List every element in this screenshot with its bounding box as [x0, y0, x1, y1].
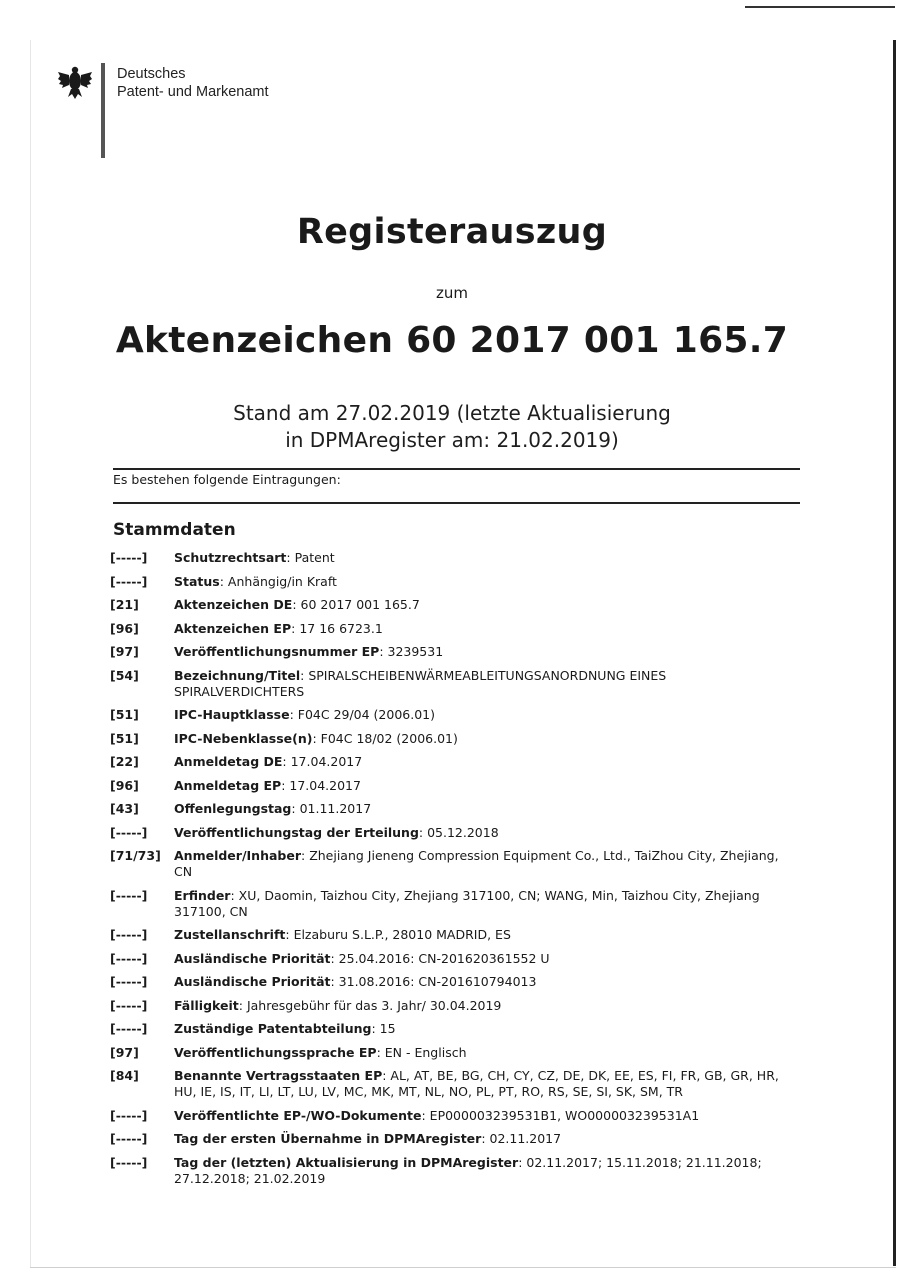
entry-code: [-----] [110, 824, 148, 840]
entry-separator: : [330, 950, 339, 966]
entry-separator: : [421, 1107, 430, 1123]
entry-code: [71/73] [110, 848, 161, 863]
entry-code: [51] [110, 730, 139, 746]
entry-label: Schutzrechtsart [174, 550, 287, 565]
register-entry [110, 927, 800, 943]
entry-content [174, 927, 800, 943]
entry-separator: : [291, 801, 300, 816]
entry-content [174, 550, 800, 566]
entry-label: Aktenzeichen DE [174, 597, 293, 612]
entry-label: IPC-Nebenklasse(n) [174, 730, 313, 746]
entry-label: Veröffentlichungsnummer EP [174, 644, 380, 659]
register-entry [110, 974, 800, 990]
entry-separator: : [382, 1068, 391, 1083]
register-entry [110, 825, 800, 841]
entry-separator: : [379, 644, 388, 659]
register-entry [110, 848, 800, 880]
entry-code: [-----] [110, 573, 148, 589]
entry-label: IPC-Hauptklasse [174, 707, 290, 722]
entry-value: 15 [379, 1021, 396, 1036]
entry-value: F04C 18/02 (2006.01) [320, 730, 458, 746]
register-entry [110, 801, 800, 817]
entry-separator: : [376, 1044, 385, 1060]
entry-label: Veröffentlichte EP-/WO-Dokumente [174, 1107, 422, 1123]
register-entries [110, 550, 800, 1194]
entry-label: Erfinder [174, 887, 231, 903]
scan-edge-bottom [30, 1267, 896, 1268]
entry-code: [-----] [110, 550, 148, 565]
entry-label: Veröffentlichungssprache EP [174, 1044, 377, 1060]
entry-separator: : [238, 997, 247, 1013]
file-number-heading: Aktenzeichen 60 2017 001 165.7 [115, 320, 789, 361]
entry-label: Zustellanschrift [174, 927, 286, 942]
status-date-line-2: in DPMAregister am: 21.02.2019) [285, 428, 619, 452]
entry-content [174, 825, 800, 841]
entry-value: 17.04.2017 [290, 754, 363, 769]
divider-top [113, 468, 800, 470]
entry-content [174, 574, 800, 590]
entry-code: [-----] [110, 1107, 148, 1123]
register-entry [110, 621, 800, 637]
entry-value: EP000003239531B1, WO000003239531A1 [429, 1107, 700, 1123]
entry-separator: : [481, 1131, 490, 1146]
register-entry [110, 597, 800, 613]
entry-code: [22] [110, 754, 139, 769]
register-entry [110, 707, 800, 723]
entry-content [174, 974, 800, 990]
entry-label: Veröffentlichungstag der Erteilung [174, 824, 419, 840]
entry-content [174, 951, 800, 967]
document-title: Registerauszug [296, 212, 608, 252]
entry-label: Benannte Vertragsstaaten EP [174, 1068, 383, 1083]
entry-value: SPIRALSCHEIBENWÄRMEABLEITUNGSANORDNUNG EINES SPIRALVERDICHTERS [174, 667, 667, 699]
section-title: Stammdaten [113, 520, 236, 540]
entry-code: [84] [110, 1068, 139, 1083]
entry-value: EN - Englisch [384, 1044, 467, 1060]
entry-value: F04C 29/04 (2006.01) [297, 707, 436, 722]
entry-separator: : [312, 730, 321, 746]
register-entry [110, 778, 800, 794]
entry-code: [96] [110, 777, 139, 793]
entry-content [174, 1108, 800, 1124]
entry-code: [-----] [110, 974, 148, 989]
entry-content [174, 754, 800, 770]
entry-code: [97] [110, 1044, 139, 1060]
entry-content [174, 668, 800, 700]
status-date-line-1: Stand am 27.02.2019 (letzte Aktualisierung [233, 401, 671, 425]
entry-separator: : [281, 777, 290, 793]
brand-bar [101, 63, 105, 158]
register-entry [110, 1108, 800, 1124]
entry-separator: : [219, 573, 228, 589]
entry-content [174, 644, 800, 660]
entry-label: Ausländische Priorität [174, 974, 331, 989]
entry-value: AL, AT, BE, BG, CH, CY, CZ, DE, DK, EE, ES, FI, FR, GB, GR, HR, HU, IE, IS, IT, LI, LT, LU, LV, MC, MK, MT, NL, NO, PL, PT, RO, RS, SE, SI, SK, SM, TR [174, 1068, 779, 1099]
entry-value: 17 16 6723.1 [299, 620, 383, 636]
entry-code: [-----] [110, 1021, 148, 1036]
entry-label: Anmeldetag DE [174, 754, 283, 769]
register-entry [110, 1045, 800, 1061]
register-entry [110, 888, 800, 920]
entry-label: Bezeichnung/Titel [174, 667, 301, 683]
entry-content [174, 621, 800, 637]
entry-label: Offenlegungstag [174, 801, 292, 816]
entry-label: Zuständige Patentabteilung [174, 1021, 372, 1036]
entry-value: 60 2017 001 165.7 [300, 597, 420, 612]
register-entry [110, 668, 800, 700]
entry-content [174, 597, 800, 613]
entry-separator: : [282, 754, 291, 769]
entry-label: Tag der ersten Übernahme in DPMAregister [174, 1131, 482, 1146]
entry-value: Patent [294, 550, 335, 565]
brand-line-1: Deutsches [117, 66, 186, 82]
scan-edge-top [745, 6, 895, 8]
entry-value: 05.12.2018 [427, 824, 499, 840]
entry-content [174, 731, 800, 747]
entry-value: 02.11.2017 [489, 1131, 562, 1146]
entry-value: 17.04.2017 [289, 777, 361, 793]
brand-line-2: Patent- und Markenamt [117, 84, 269, 100]
entry-code: [43] [110, 801, 139, 816]
register-entry [110, 1131, 800, 1147]
entry-content [174, 888, 800, 920]
entry-value: 02.11.2017; 15.11.2018; 21.11.2018; 27.12.2018; 21.02.2019 [174, 1154, 762, 1186]
entry-value: 25.04.2016: CN-201620361552 U [338, 950, 550, 966]
entry-content [174, 1045, 800, 1061]
entry-separator: : [286, 550, 295, 565]
entry-label: Fälligkeit [174, 997, 239, 1013]
register-entry [110, 1021, 800, 1037]
entry-value: Elzaburu S.L.P., 28010 MADRID, ES [293, 927, 511, 942]
register-entry [110, 574, 800, 590]
entry-label: Status [174, 573, 220, 589]
entry-content [174, 778, 800, 794]
entry-separator: : [518, 1154, 527, 1170]
entry-separator: : [291, 620, 300, 636]
register-entry [110, 1155, 800, 1187]
entry-content [174, 1068, 800, 1100]
entry-code: [96] [110, 620, 139, 636]
entry-label: Anmeldetag EP [174, 777, 282, 793]
entry-code: [-----] [110, 1154, 148, 1170]
entry-label: Aktenzeichen EP [174, 620, 292, 636]
entry-content [174, 848, 800, 880]
status-date [0, 400, 904, 454]
entry-value: Jahresgebühr für das 3. Jahr/ 30.04.2019 [246, 997, 502, 1013]
entry-separator: : [371, 1021, 380, 1036]
dpma-header [57, 63, 269, 158]
entry-separator: : [285, 927, 294, 942]
register-entry [110, 951, 800, 967]
entry-code: [-----] [110, 927, 148, 942]
document-subtitle: zum [436, 284, 468, 302]
entry-code: [97] [110, 644, 139, 659]
register-entry [110, 998, 800, 1014]
entry-label: Tag der (letzten) Aktualisierung in DPMAregister [174, 1154, 519, 1170]
register-entry [110, 754, 800, 770]
entry-value: Zhejiang Jieneng Compression Equipment Co., Ltd., TaiZhou City, Zhejiang, CN [174, 848, 779, 879]
entry-code: [21] [110, 597, 139, 612]
entry-separator: : [289, 707, 298, 722]
entry-content [174, 1155, 800, 1187]
entry-code: [-----] [110, 887, 148, 903]
entry-content [174, 801, 800, 817]
entry-label: Anmelder/Inhaber [174, 848, 301, 863]
entry-separator: : [230, 887, 239, 903]
entry-content [174, 1131, 800, 1147]
entry-content [174, 998, 800, 1014]
entry-separator: : [330, 974, 339, 989]
entry-label: Ausländische Priorität [174, 950, 331, 966]
entry-code: [-----] [110, 950, 148, 966]
entry-value: 31.08.2016: CN-201610794013 [338, 974, 537, 989]
intro-text: Es bestehen folgende Eintragungen: [113, 472, 341, 487]
entry-content [174, 707, 800, 723]
entry-value: 3239531 [387, 644, 444, 659]
register-entry [110, 550, 800, 566]
entry-content [174, 1021, 800, 1037]
register-entry [110, 1068, 800, 1100]
register-entry [110, 731, 800, 747]
entry-separator: : [301, 848, 310, 863]
entry-code: [54] [110, 667, 139, 683]
entry-value: 01.11.2017 [299, 801, 372, 816]
federal-eagle-logo-icon [57, 63, 93, 101]
divider-bottom [113, 502, 800, 504]
brand-name [117, 65, 269, 101]
entry-value: XU, Daomin, Taizhou City, Zhejiang 317100, CN; WANG, Min, Taizhou City, Zhejiang 317100, CN [174, 887, 760, 919]
entry-separator: : [292, 597, 301, 612]
entry-value: Anhängig/in Kraft [227, 573, 337, 589]
entry-code: [51] [110, 707, 139, 722]
entry-code: [-----] [110, 997, 148, 1013]
register-entry [110, 644, 800, 660]
entry-separator: : [418, 824, 428, 840]
entry-code: [-----] [110, 1131, 148, 1146]
entry-separator: : [300, 667, 309, 683]
